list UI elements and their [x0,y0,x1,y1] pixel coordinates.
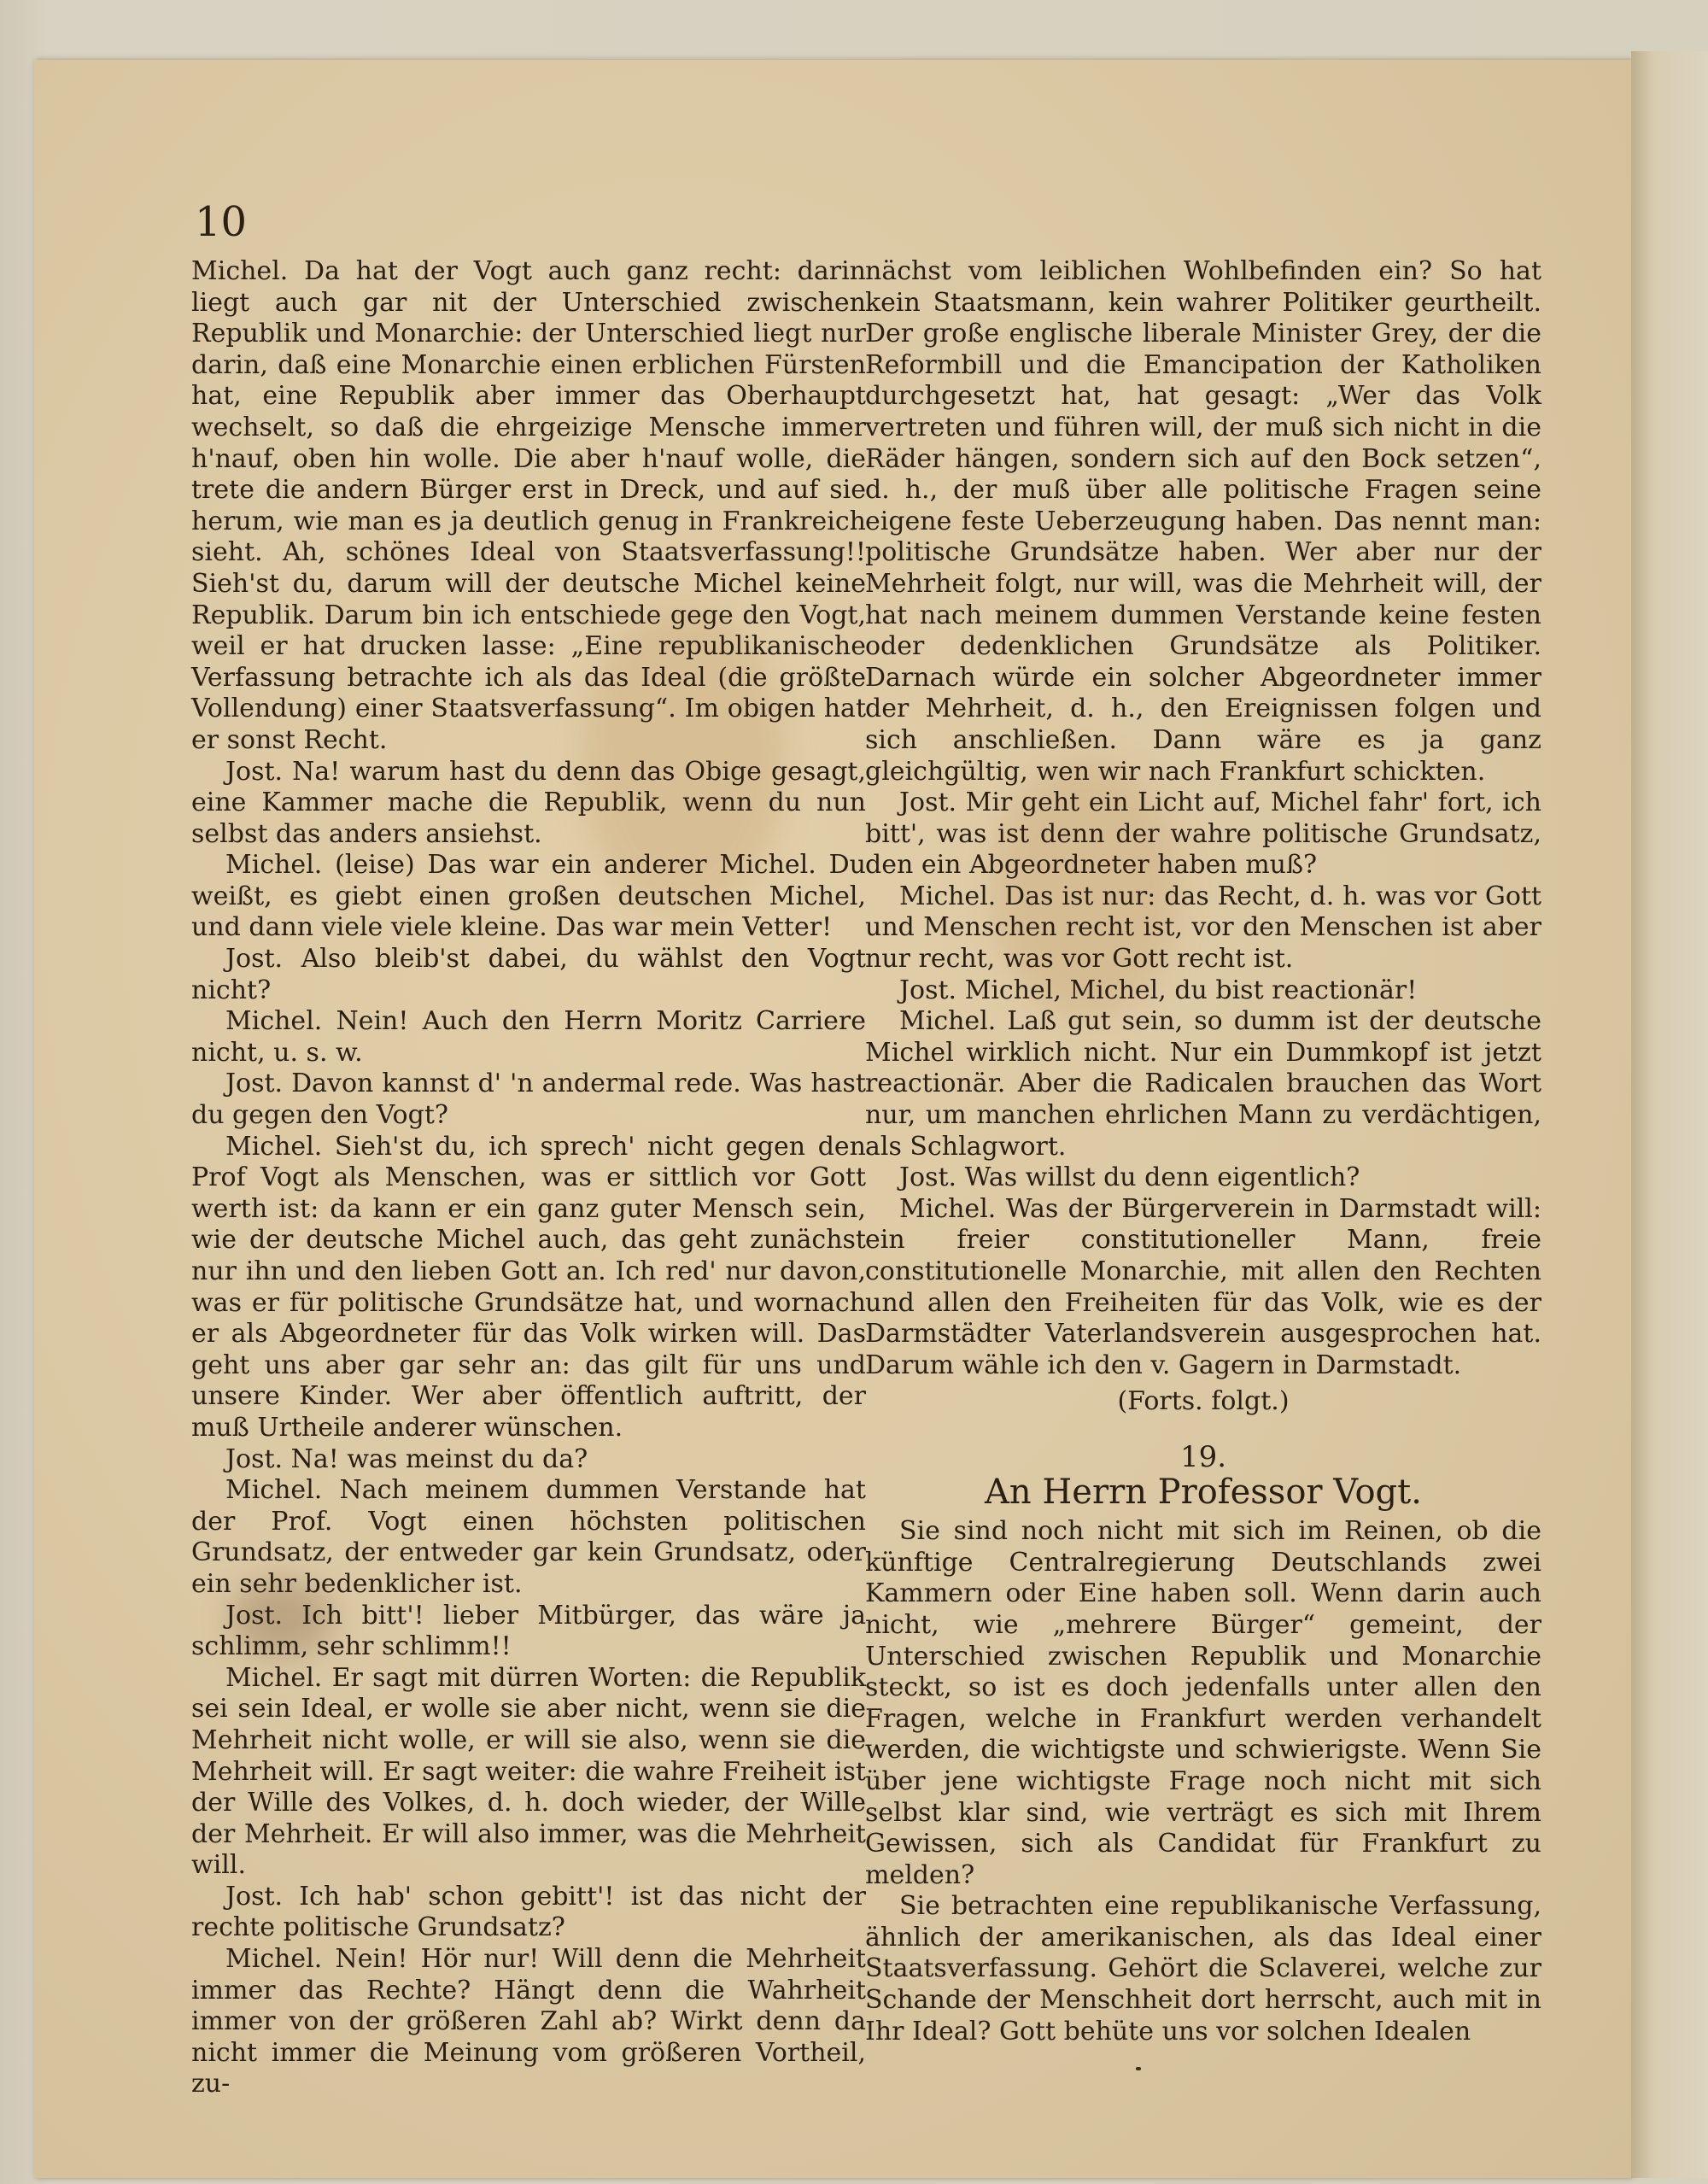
dialogue-paragraph: Jost. Na! was meinst du da? [225,1443,588,1474]
dialogue-paragraph: Jost. Davon kannst d' 'n andermal rede. Was hast du gegen den Vogt? [191,1069,866,1131]
dialogue-paragraph: nächst vom leiblichen Wohlbefinden ein? So hat kein Staatsmann, kein wahrer Politiker geurtheilt. Der große englische liberale Minister Grey, der die Reformbill und die Emancipation der Katholiken durchgesetzt hat, hat gesagt: „Wer das Volk vertreten und führen will, der muß sich nicht in die Räder hängen, sondern sich auf den Bock setzen“, d. h., der muß über alle politische Fragen seine eigene feste Ueberzeugung haben. Das nennt man: politische Grundsätze haben. Wer aber nur der Mehrheit folgt, nur will, was die Mehrheit will, der hat nach meinem dummen Verstande keine festen oder dedenklichen Grundsätze als Politiker. Darnach würde ein solcher Abgeordneter immer der Mehrheit, d. h., den Ereignissen folgen und sich anschließen. Dann wäre es ja ganz gleichgültig, wen wir nach Frankfurt schickten. [865,256,1541,787]
continued-note: (Forts. folgt.) [1117,1386,1290,1417]
print-mark [1136,2067,1141,2070]
dialogue-paragraph: Michel. Nein! Hör nur! Will denn die Mehrheit immer das Rechte? Hängt denn die Wahrheit immer von der größeren Zahl ab? Wirkt denn da nicht immer die Meinung vom größeren Vortheil, zu- [191,1944,866,2099]
dialogue-paragraph: Michel. (leise) Das war ein anderer Michel. Du weißt, es giebt einen großen deutschen Michel, und dann viele viele kleine. Das war mein Vetter! [191,850,866,943]
dialogue-paragraph: Jost. Mir geht ein Licht auf, Michel fahr' fort, ich bitt', was ist denn der wahre politische Grundsatz, den ein Abgeordneter haben muß? [865,788,1541,881]
left-text-column [191,256,866,2100]
dialogue-paragraph: Jost. Na! warum hast du denn das Obige gesagt, eine Kammer mache die Republik, wenn du nun selbst das anders ansiehst. [191,756,866,849]
article-number: 19. [1179,1439,1227,1474]
page-number: 10 [195,198,248,246]
article-paragraph: Sie sind noch nicht mit sich im Reinen, ob die künftige Centralregierung Deutschlands zwei Kammern oder Eine haben soll. Wenn darin auch nicht, wie „mehrere Bürger“ gemeint, der Unterschied zwischen Republik und Monarchie steckt, so ist es doch jedenfalls unter allen den Fragen, welche in Frankfurt werden verhandelt werden, die wichtigste und schwierigste. Wenn Sie über jene wichtigste Frage noch nicht mit sich selbst klar sind, wie verträgt es sich mit Ihrem Gewissen, sich als Candidat für Frankfurt zu melden? [865,1516,1541,1890]
right-text-column [865,256,1541,2047]
dialogue-paragraph: Jost. Also bleib'st dabei, du wählst den Vogt nicht? [191,944,866,1005]
article-title: An Herrn Professor Vogt. [985,1472,1422,1512]
dialogue-paragraph: Jost. Ich bitt'! lieber Mitbürger, das wäre ja schlimm, sehr schlimm!! [191,1600,866,1662]
dialogue-paragraph: Michel. Sieh'st du, ich sprech' nicht gegen den Prof Vogt als Menschen, was er sittlich vor Gott werth ist: da kann er ein ganz guter Mensch sein, wie der deutsche Michel auch, das geht zunächst nur ihn und den lieben Gott an. Ich red' nur davon, was er für politische Grundsätze hat, und wornach er als Abgeordneter für das Volk wirken will. Das geht uns aber gar sehr an: das gilt für uns und unsere Kinder. Wer aber öffentlich auftritt, der muß Urtheile anderer wünschen. [191,1131,866,1443]
dialogue-paragraph: Michel. Was der Bürgerverein in Darmstadt will: ein freier constitutioneller Mann, freie constitutionelle Monarchie, mit allen den Rechten und allen den Freiheiten für das Volk, wie es der Darmstädter Vaterlandsverein ausgesprochen hat. Darum wähle ich den v. Gagern in Darmstadt. [865,1193,1541,1380]
article-paragraph: Sie betrachten eine republikanische Verfassung, ähnlich der amerikanischen, als das Ideal einer Staatsverfassung. Gehört die Sclaverei, welche zur Schande der Menschheit dort herrscht, auch mit in Ihr Ideal? Gott behüte uns vor solchen Idealen [865,1891,1541,2046]
next-page-edge [1631,51,1708,2178]
dialogue-paragraph: Jost. Michel, Michel, du bist reactionär! [899,975,1418,1005]
dialogue-paragraph: Michel. Nach meinem dummen Verstande hat der Prof. Vogt einen höchsten politischen Grundsatz, der entweder gar kein Grundsatz, oder ein sehr bedenklicher ist. [191,1475,866,1599]
dialogue-paragraph: Michel. Laß gut sein, so dumm ist der deutsche Michel wirklich nicht. Nur ein Dummkopf ist jetzt reactionär. Aber die Radicalen brauchen das Wort nur, um manchen ehrlichen Mann zu verdächtigen, als Schlagwort. [865,1006,1541,1162]
dialogue-paragraph: Jost. Was willst du denn eigentlich? [899,1162,1360,1193]
dialogue-paragraph: Michel. Er sagt mit dürren Worten: die Republik sei sein Ideal, er wolle sie aber nicht, wenn sie die Mehrheit nicht wolle, er will sie also, wenn sie die Mehrheit will. Er sagt weiter: die wahre Freiheit ist der Wille des Volkes, d. h. doch wieder, der Wille der Mehrheit. Er will also immer, was die Mehrheit will. [191,1662,866,1881]
dialogue-paragraph: Michel. Da hat der Vogt auch ganz recht: darin liegt auch gar nit der Unterschied zwischen Republik und Monarchie: der Unterschied liegt nur darin, daß eine Monarchie einen erblichen Fürsten hat, eine Republik aber immer das Oberhaupt wechselt, so daß die ehrgeizige Mensche immer h'nauf, oben hin wolle. Die aber h'nauf wolle, die trete die andern Bürger erst in Dreck, und auf sie herum, wie man es ja deutlich genug in Frankreich sieht. Ah, schönes Ideal von Staatsverfassung!! Sieh'st du, darum will der deutsche Michel keine Republik. Darum bin ich entschiede gege den Vogt, weil er hat drucken lasse: „Eine republikanische Verfassung betrachte ich als das Ideal (die größte Vollendung) einer Staatsverfassung“. Im obigen hat er sonst Recht. [191,256,866,755]
dialogue-paragraph: Jost. Ich hab' schon gebitt'! ist das nicht der rechte politische Grundsatz? [191,1881,866,1943]
dialogue-paragraph: Michel. Nein! Auch den Herrn Moritz Carriere nicht, u. s. w. [191,1006,866,1068]
dialogue-paragraph: Michel. Das ist nur: das Recht, d. h. was vor Gott und Menschen recht ist, vor den Menschen ist aber nur recht, was vor Gott recht ist. [865,881,1541,975]
